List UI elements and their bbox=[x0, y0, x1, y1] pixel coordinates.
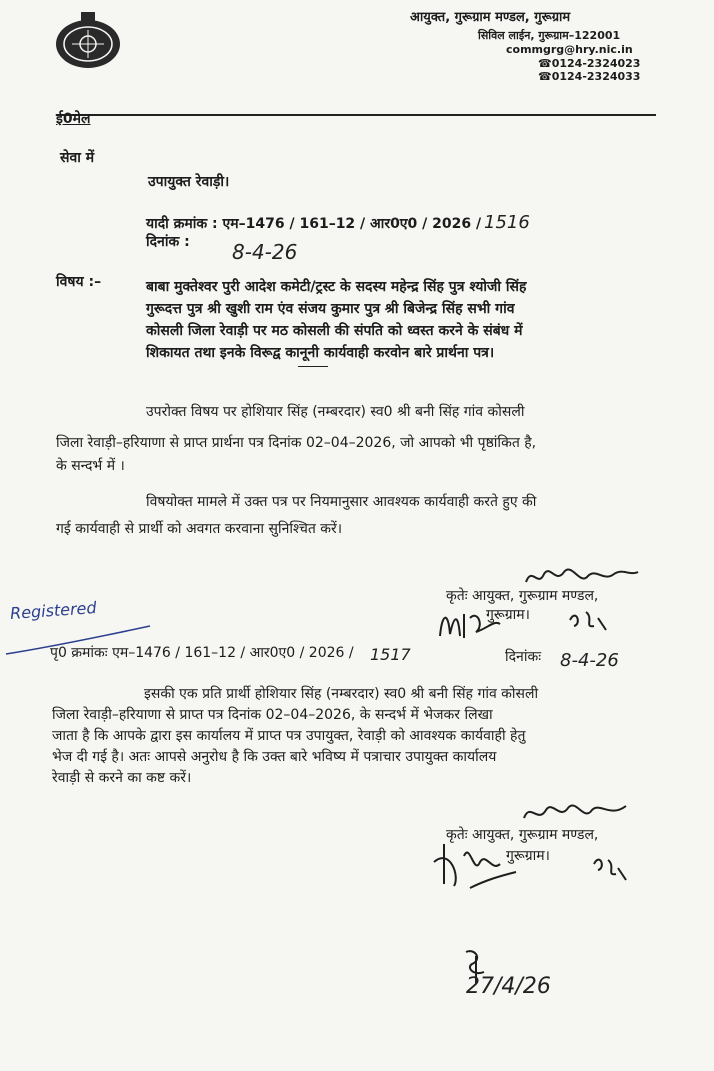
addressee-name: उपायुक्त रेवाड़ी। bbox=[148, 174, 230, 190]
header-rule bbox=[56, 114, 656, 116]
initials-date-1 bbox=[566, 604, 610, 634]
registered-note: Registered bbox=[9, 598, 98, 623]
subject-label: विषय :– bbox=[56, 274, 102, 290]
memo-date-label: दिनांक : bbox=[146, 234, 190, 250]
endorsement-line-5: रेवाड़ी से करने का कष्ट करें। bbox=[52, 770, 192, 786]
office-address: सिविल लाईन, गुरूग्राम–122001 bbox=[478, 29, 621, 42]
initials-scribble-1 bbox=[434, 606, 504, 644]
office-phone-2: ☎0124-2324033 bbox=[538, 70, 641, 83]
initials-scribble-2 bbox=[430, 836, 520, 892]
office-title: आयुक्त, गुरूग्राम मण्डल, गुरूग्राम bbox=[410, 10, 571, 25]
signature-1-place: गुरूग्राम। bbox=[486, 607, 530, 623]
salutation: सेवा में bbox=[60, 150, 95, 166]
signature-2-place: गुरूग्राम। bbox=[506, 848, 550, 864]
endorsement-reference: पृ0 क्रमांकः एम–1476 / 161–12 / आर0ए0 / 2026 / bbox=[50, 645, 354, 661]
office-phone-1: ☎0124-2324023 bbox=[538, 57, 641, 70]
signature-scribble-2 bbox=[520, 796, 630, 828]
subject-line-2: गुरूदत्त पुत्र श्री खुशी राम एंव संजय कुमार पुत्र श्री बिजेन्द्र सिंह सभी गांव bbox=[146, 301, 515, 317]
endorsement-date-label: दिनांकः bbox=[505, 649, 542, 665]
endorsement-date: 8-4-26 bbox=[560, 650, 619, 671]
endorsement-line-4: भेज दी गई है। अतः आपसे अनुरोध है कि उक्त बारे भविष्य में पत्राचार उपायुक्त कार्यालय bbox=[52, 749, 497, 765]
endorsement-reference-number: 1517 bbox=[370, 645, 411, 664]
para1-line-2: जिला रेवाड़ी–हरियाणा से प्राप्त प्रार्थना पत्र दिनांक 02–04–2026, जो आपको भी पृष्ठांकित है, bbox=[56, 435, 537, 451]
memo-date: 8-4-26 bbox=[232, 240, 298, 264]
bottom-date-note: 27/4/26 bbox=[466, 974, 551, 999]
para2-line-2: गई कार्यवाही से प्रार्थी को अवगत करवाना सुनिश्चित करें। bbox=[56, 521, 343, 537]
signature-1-designation: कृतेः आयुक्त, गुरूग्राम मण्डल, bbox=[446, 588, 599, 604]
signature-2-designation: कृतेः आयुक्त, गुरूग्राम मण्डल, bbox=[446, 827, 599, 843]
para2-line-1: विषयोक्त मामले में उक्त पत्र पर नियमानुसार आवश्यक कार्यवाही करते हुए की bbox=[146, 494, 537, 510]
subject-underline bbox=[298, 366, 328, 367]
transmission-mode: ई0मेल bbox=[56, 111, 91, 127]
para1-line-1: उपरोक्त विषय पर होशियार सिंह (नम्बरदार) स्व0 श्री बनी सिंह गांव कोसली bbox=[146, 404, 525, 420]
haryana-emblem-icon bbox=[52, 10, 124, 70]
memo-reference: यादी क्रमांक : एम–1476 / 161–12 / आर0ए0 / 2026 / bbox=[146, 216, 482, 232]
office-email: commgrg@hry.nic.in bbox=[506, 43, 633, 56]
endorsement-line-3: जाता है कि आपके द्वारा इस कार्यालय में प्राप्त पत्र उपायुक्त, रेवाड़ी को आवश्यक कार्यवाही हेतु bbox=[52, 728, 526, 744]
subject-line-1: बाबा मुक्तेश्वर पुरी आदेश कमेटी/ट्रस्ट के सदस्य महेन्द्र सिंह पुत्र श्योजी सिंह bbox=[146, 279, 527, 295]
subject-line-4: शिकायत तथा इनके विरूद्व कानूनी कार्यवाही करवोन बारे प्रार्थना पत्र। bbox=[146, 345, 495, 361]
initials-date-2 bbox=[590, 850, 630, 884]
memo-reference-number: 1516 bbox=[484, 212, 530, 233]
endorsement-line-2: जिला रेवाड़ी–हरियाणा से प्राप्त पत्र दिनांक 02–04–2026, के सन्दर्भ में भेजकर लिखा bbox=[52, 707, 493, 723]
para1-line-3: के सन्दर्भ में । bbox=[56, 458, 125, 474]
endorsement-line-1: इसकी एक प्रति प्रार्थी होशियार सिंह (नम्बरदार) स्व0 श्री बनी सिंह गांव कोसली bbox=[144, 686, 539, 702]
subject-line-3: कोसली जिला रेवाड़ी पर मठ कोसली की संपति को ध्वस्त करने के संबंध में bbox=[146, 323, 523, 339]
